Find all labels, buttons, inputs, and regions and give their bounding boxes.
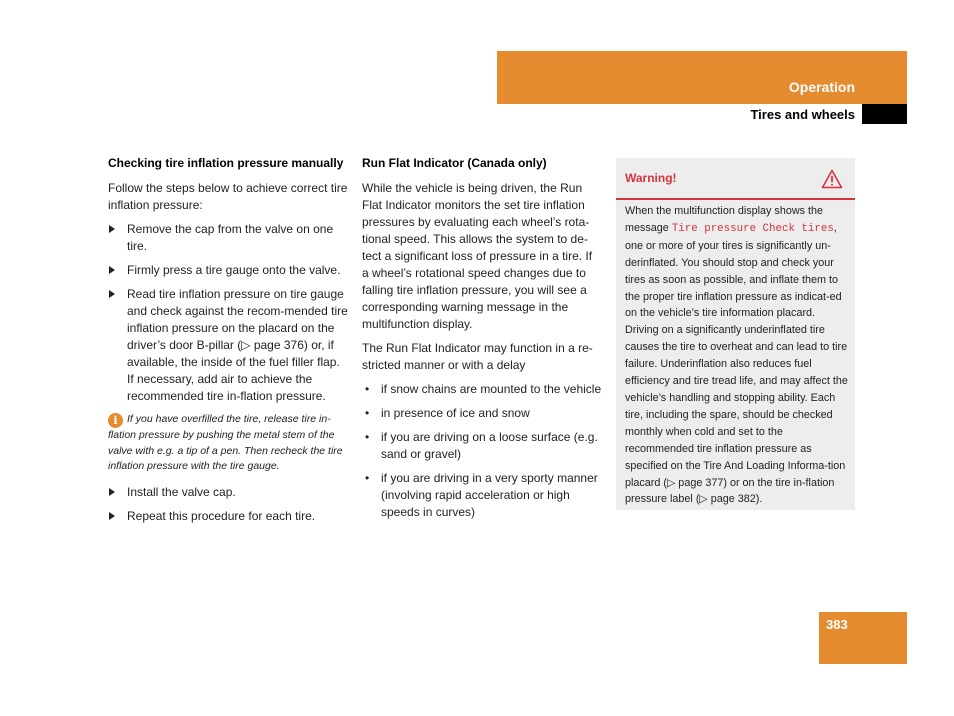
step-arrow-icon [109, 290, 115, 298]
section-marker [862, 104, 907, 124]
bullet-icon: • [365, 406, 370, 420]
header-bar [497, 51, 907, 104]
page-number-box [819, 612, 907, 664]
list-item: • if snow chains are mounted to the vehicle [365, 382, 602, 396]
step-item: Read tire inflation pressure on tire gauge and check against the recom-mended tire inflation pressure on the placard on the driver’s door B-pillar (▷ page 376) or, if available, the inside of the fuel filler flap. If necessary, add air to achieve the recommended tire in-flation pressure. [108, 286, 348, 405]
step-item: Repeat this procedure for each tire. [108, 508, 348, 525]
left-heading: Checking tire inflation pressure manually [108, 156, 344, 170]
step-item: Firmly press a tire gauge onto the valve. [108, 262, 348, 279]
left-intro: Follow the steps below to achieve correct tire inflation pressure: [108, 181, 348, 212]
middle-heading: Run Flat Indicator (Canada only) [362, 156, 547, 170]
subsection-title: Tires and wheels [750, 107, 855, 122]
step-arrow-icon [109, 488, 115, 496]
info-icon: i [108, 413, 123, 428]
info-note: i If you have overfilled the tire, release tire in-flation pressure by pushing the metal stem of the valve with e.g. a tip of a pen. Then recheck the tire inflation pressure with the tire gauge. [108, 413, 343, 472]
warning-triangle-icon [821, 169, 843, 189]
page-number: 383 [826, 617, 848, 632]
warning-label: Warning! [625, 171, 677, 185]
warning-text: When the multifunction display shows the message Tire pressure Check tires, one or more of your tires is significantly un-derinflated. You should stop and check your tires as soon as possible, and inflate them to the proper tire inflation pressure as indicat-ed on the vehicle’s tire information placard. Driving on a significantly underinflated tire causes the tire to overheat and can lead to tire failure. Underinflation also reduces fuel efficiency and tire tread life, and may affect the vehicle’s handling and stopping ability. Each tire, including the spare, should be checked monthly when cold and set to the recommended tire inflation pressure as specified on the Tire And Loading Informa-tion placard (▷ page 377) or on the tire in-flation pressure label (▷ page 382). [625, 205, 848, 506]
step-arrow-icon [109, 512, 115, 520]
step-item: Remove the cap from the valve on one tire. [108, 221, 348, 255]
bullet-icon: • [365, 430, 370, 444]
list-item: • in presence of ice and snow [365, 406, 530, 420]
middle-column [362, 155, 602, 528]
middle-paragraph-1: While the vehicle is being driven, the Run Flat Indicator monitors the set tire inflation pressures by evaluating each wheel’s rota-tional speed. This allows the system to de-tect a significant loss of pressure in a tire. If a wheel’s rotational speed changes due to falling tire inflation pressure, you will see a corresponding warning message in the multifunction display. [362, 181, 593, 331]
middle-paragraph-2: The Run Flat Indicator may function in a re-stricted manner or with a delay [362, 341, 593, 372]
warning-header [616, 158, 855, 200]
left-column [108, 155, 348, 532]
bullet-icon: • [365, 471, 370, 485]
step-item: Install the valve cap. [108, 484, 348, 501]
list-item: • if you are driving in a very sporty manner (involving rapid acceleration or high speeds in curves) [365, 471, 598, 519]
display-message: Tire pressure Check tires [671, 222, 834, 235]
section-title: Operation [788, 79, 855, 95]
list-item: • if you are driving on a loose surface (e.g. sand or gravel) [365, 430, 598, 461]
bullet-icon: • [365, 382, 370, 396]
step-arrow-icon [109, 225, 115, 233]
step-arrow-icon [109, 266, 115, 274]
warning-box [616, 158, 855, 510]
